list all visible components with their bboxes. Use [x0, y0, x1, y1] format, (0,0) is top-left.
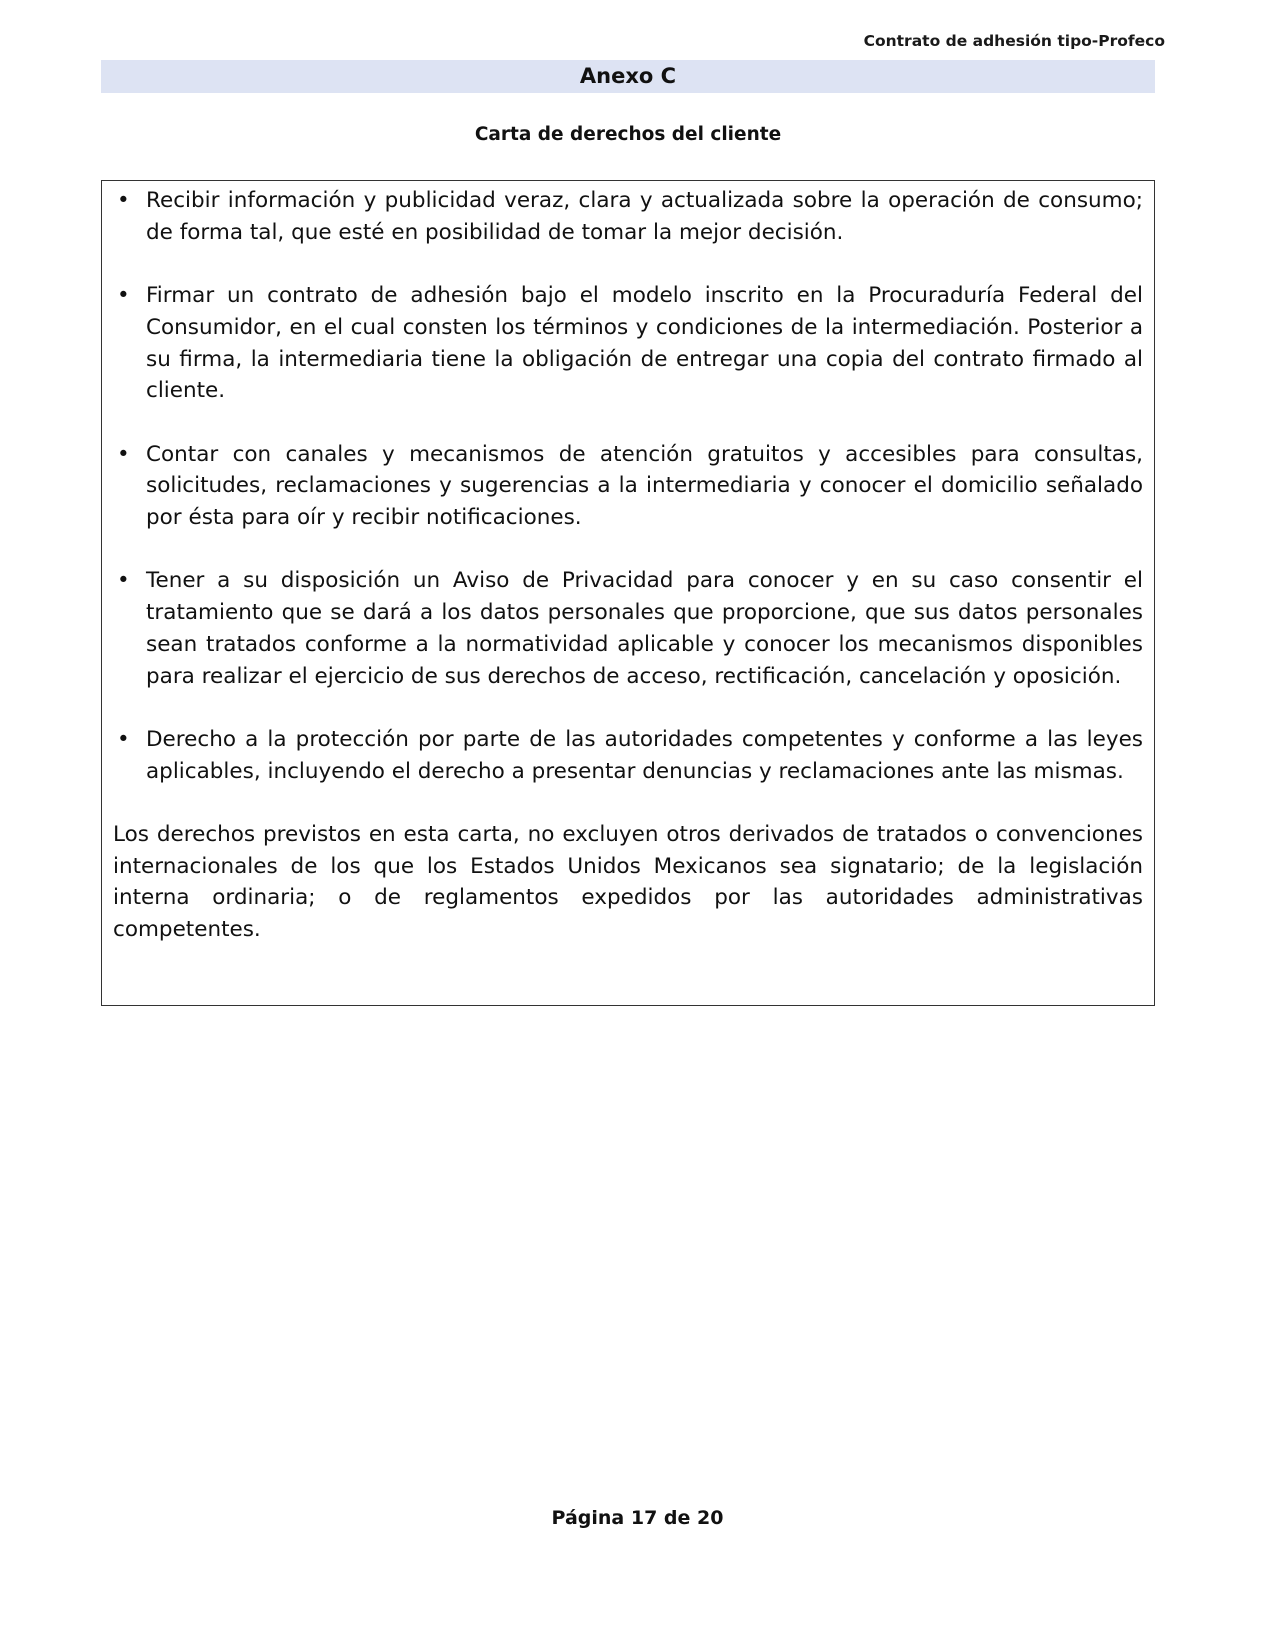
rights-box: [101, 180, 1155, 1006]
rights-list-item: [113, 724, 1143, 787]
document-header: Contrato de adhesión tipo-Profeco: [863, 32, 1165, 50]
bullet-icon: •: [117, 188, 130, 213]
right-text: Contar con canales y mecanismos de atención gratuitos y accesibles para consultas, solicitudes, reclamaciones y sugerencias a la intermediaria y conocer el domicilio señalado por ésta para oír y recibir notificaciones.: [146, 441, 1143, 530]
rights-list-item: [113, 185, 1143, 248]
page-title: Carta de derechos del cliente: [474, 124, 782, 145]
annex-heading: Anexo C: [101, 60, 1155, 93]
bullet-icon: •: [117, 441, 130, 467]
rights-list-item: [113, 439, 1143, 534]
rights-list-item: [113, 280, 1143, 407]
rights-list: [113, 185, 1143, 787]
bullet-icon: •: [117, 726, 130, 752]
right-text: Recibir información y publicidad veraz, clara y actualizada sobre la operación de consumo; de forma tal, que esté en posibilidad de tomar la mejor decisión.: [146, 188, 1143, 245]
right-text: Tener a su disposición un Aviso de Privacidad para conocer y en su caso consentir el tratamiento que se dará a los datos personales que proporcione, que sus datos personales sean tratados conforme a la normatividad aplicable y conocer los mecanismos disponibles para realizar el ejercicio de sus derechos de acceso, rectificación, cancelación y oposición.: [146, 568, 1143, 689]
rights-list-item: [113, 565, 1143, 692]
bullet-icon: •: [117, 283, 130, 309]
closing-paragraph: Los derechos previstos en esta carta, no excluyen otros derivados de tratados o convenciones internacionales de los que los Estados Unidos Mexicanos sea signatario; de la legislación interna ordinaria; o de reglamentos expedidos por las autoridades administrativas competentes.: [113, 821, 1143, 943]
bullet-icon: •: [117, 568, 130, 594]
right-text: Derecho a la protección por parte de las autoridades competentes y conforme a las leyes aplicables, incluyendo el derecho a presentar denuncias y reclamaciones ante las mismas.: [146, 726, 1143, 784]
right-text: Firmar un contrato de adhesión bajo el modelo inscrito en la Procuraduría Federal del Consumidor, en el cual consten los términos y condiciones de la intermediación. Posterior a su firma, la intermediaria tiene la obligación de entregar una copia del contrato firmado al cliente.: [146, 283, 1143, 404]
page-number: Página 17 de 20: [551, 1507, 724, 1529]
